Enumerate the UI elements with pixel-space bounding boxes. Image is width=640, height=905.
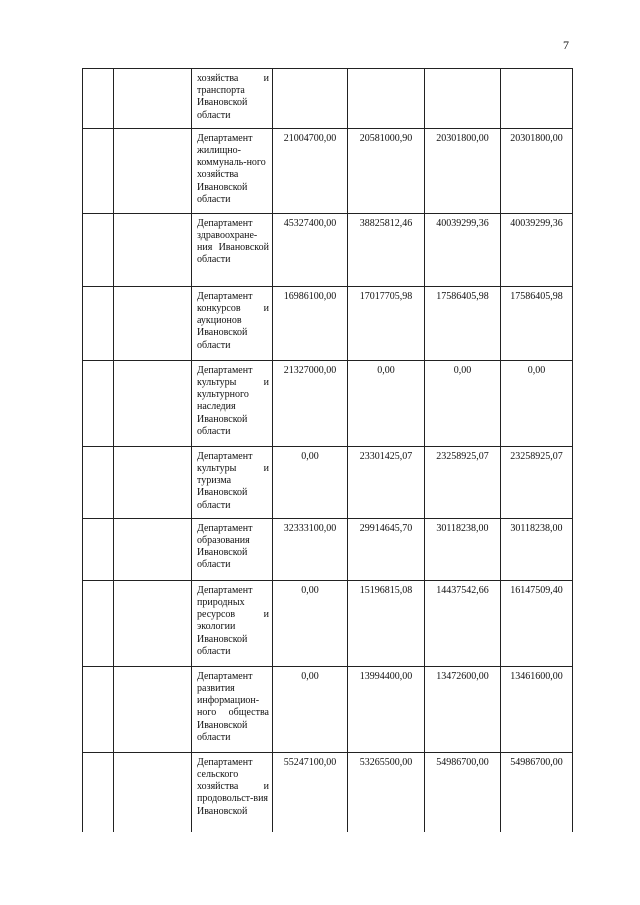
value-cell: 21004700,00 xyxy=(273,128,348,213)
value-cell: 13994400,00 xyxy=(348,666,425,752)
value-cell: 0,00 xyxy=(273,666,348,752)
blank-cell xyxy=(114,518,192,580)
table-row xyxy=(83,69,573,129)
value-cell: 14437542,66 xyxy=(425,580,501,666)
blank-cell xyxy=(114,360,192,446)
department-name: Департамент природных ресурсов и экологии Ивановской области xyxy=(197,584,269,657)
blank-cell xyxy=(83,752,114,832)
department-name-cell xyxy=(192,69,273,129)
table-row xyxy=(83,128,573,213)
table-row xyxy=(83,580,573,666)
table-row xyxy=(83,446,573,518)
department-name-cell xyxy=(192,752,273,832)
blank-cell xyxy=(83,213,114,286)
value-cell: 0,00 xyxy=(501,360,573,446)
value-cell: 38825812,46 xyxy=(348,213,425,286)
value-cell: 13472600,00 xyxy=(425,666,501,752)
value-cell: 20301800,00 xyxy=(501,128,573,213)
blank-cell xyxy=(114,128,192,213)
value-cell: 30118238,00 xyxy=(501,518,573,580)
value-cell: 0,00 xyxy=(348,360,425,446)
value-cell: 0,00 xyxy=(273,446,348,518)
blank-cell xyxy=(114,752,192,832)
blank-cell xyxy=(83,666,114,752)
department-name-cell xyxy=(192,360,273,446)
value-cell: 55247100,00 xyxy=(273,752,348,832)
department-name: Департамент жилищно-коммуналь-ного хозяйства Ивановской области xyxy=(197,132,266,205)
department-name: Департамент сельского хозяйства и продовольст-вия Ивановской xyxy=(197,756,269,817)
table-row xyxy=(83,360,573,446)
value-cell: 45327400,00 xyxy=(273,213,348,286)
blank-cell xyxy=(83,69,114,129)
blank-cell xyxy=(114,213,192,286)
blank-cell xyxy=(83,580,114,666)
blank-cell xyxy=(83,518,114,580)
blank-cell xyxy=(83,360,114,446)
value-cell: 30118238,00 xyxy=(425,518,501,580)
blank-cell xyxy=(114,69,192,129)
department-name: Департамент развития информацион-ного общества Ивановской области xyxy=(197,670,269,743)
blank-cell xyxy=(114,446,192,518)
blank-cell xyxy=(114,666,192,752)
value-cell: 15196815,08 xyxy=(348,580,425,666)
value-cell xyxy=(273,69,348,129)
value-cell: 54986700,00 xyxy=(501,752,573,832)
value-cell: 0,00 xyxy=(273,580,348,666)
value-cell: 20581000,90 xyxy=(348,128,425,213)
value-cell: 23301425,07 xyxy=(348,446,425,518)
department-name: Департамент здравоохране-ния Ивановской области xyxy=(197,217,269,266)
department-name-cell xyxy=(192,446,273,518)
value-cell: 29914645,70 xyxy=(348,518,425,580)
value-cell: 40039299,36 xyxy=(501,213,573,286)
value-cell: 17586405,98 xyxy=(501,286,573,360)
value-cell: 40039299,36 xyxy=(425,213,501,286)
department-name: хозяйства и транспорта Ивановской области xyxy=(197,73,269,121)
department-name: Департамент образования Ивановской области xyxy=(197,522,253,571)
value-cell: 17586405,98 xyxy=(425,286,501,360)
value-cell xyxy=(501,69,573,129)
value-cell: 17017705,98 xyxy=(348,286,425,360)
value-cell: 23258925,07 xyxy=(501,446,573,518)
department-name-cell xyxy=(192,580,273,666)
blank-cell xyxy=(83,446,114,518)
department-name: Департамент культуры и туризма Ивановской области xyxy=(197,450,269,511)
value-cell xyxy=(425,69,501,129)
page-number: 7 xyxy=(563,38,569,52)
table-row xyxy=(83,666,573,752)
department-name: Департамент культуры и культурного наследия Ивановской области xyxy=(197,364,269,437)
department-name-cell xyxy=(192,213,273,286)
value-cell: 53265500,00 xyxy=(348,752,425,832)
table-row xyxy=(83,213,573,286)
department-name-cell xyxy=(192,518,273,580)
value-cell xyxy=(348,69,425,129)
table-row xyxy=(83,752,573,832)
department-name-cell xyxy=(192,128,273,213)
table-row xyxy=(83,518,573,580)
value-cell: 21327000,00 xyxy=(273,360,348,446)
blank-cell xyxy=(83,286,114,360)
department-name: Департамент конкурсов и аукционов Ивановской области xyxy=(197,290,269,351)
value-cell: 16986100,00 xyxy=(273,286,348,360)
value-cell: 16147509,40 xyxy=(501,580,573,666)
value-cell: 0,00 xyxy=(425,360,501,446)
blank-cell xyxy=(114,580,192,666)
table-row xyxy=(83,286,573,360)
department-name-cell xyxy=(192,666,273,752)
value-cell: 20301800,00 xyxy=(425,128,501,213)
budget-table xyxy=(82,68,573,832)
blank-cell xyxy=(83,128,114,213)
department-name-cell xyxy=(192,286,273,360)
value-cell: 13461600,00 xyxy=(501,666,573,752)
value-cell: 32333100,00 xyxy=(273,518,348,580)
value-cell: 23258925,07 xyxy=(425,446,501,518)
blank-cell xyxy=(114,286,192,360)
value-cell: 54986700,00 xyxy=(425,752,501,832)
